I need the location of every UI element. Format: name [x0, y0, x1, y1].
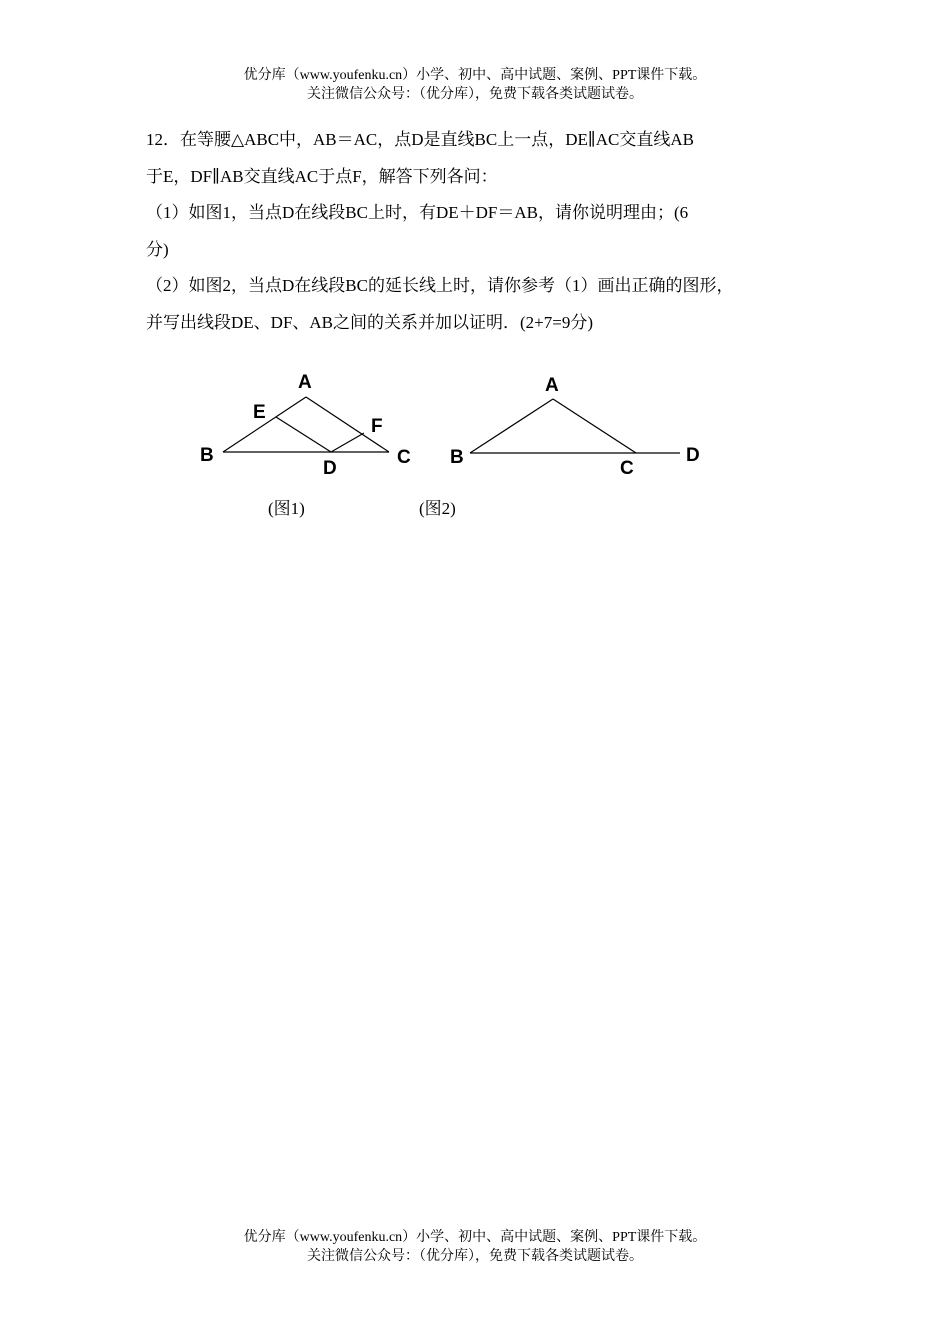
figure-2-caption: (图2): [419, 499, 456, 518]
figure-1-diagram: [0, 0, 950, 540]
fig2-label-a: A: [545, 375, 559, 396]
fig2-segment-ac: [553, 399, 636, 453]
footer-line-1: 优分库（www.youfenku.cn）小学、初中、高中试题、案例、PPT课件下载。: [243, 1230, 707, 1245]
header-line-1: 优分库（www.youfenku.cn）小学、初中、高中试题、案例、PPT课件下载。: [243, 68, 707, 83]
question-line-5: （2）如图2，当点D在线段BC的延长线上时，请你参考（1）画出正确的图形，: [146, 276, 734, 295]
figure-1-caption: (图1): [268, 499, 305, 518]
question-line-1: 12．在等腰△ABC中，AB＝AC，点D是直线BC上一点，DE∥AC交直线AB: [146, 130, 694, 149]
header-line-2: 关注微信公众号：（优分库），免费下载各类试题试卷。: [307, 87, 643, 102]
footer-line-2: 关注微信公众号：（优分库），免费下载各类试题试卷。: [307, 1249, 643, 1264]
question-line-4: 分): [146, 239, 169, 259]
fig1-segment-df: [331, 433, 364, 452]
fig1-label-f: F: [371, 416, 383, 437]
fig2-label-d: D: [686, 445, 700, 466]
fig2-label-c: C: [620, 458, 634, 479]
question-line-3: （1）如图1，当点D在线段BC上时，有DE＋DF＝AB，请你说明理由；(6: [146, 203, 689, 222]
fig2-segment-ab: [470, 399, 553, 453]
question-line-2: 于E，DF∥AB交直线AC于点F，解答下列各问：: [146, 166, 498, 186]
fig2-label-b: B: [450, 447, 464, 468]
fig1-segment-de: [276, 417, 331, 452]
page-footer: [0, 1228, 950, 1266]
fig1-label-a: A: [298, 372, 312, 393]
fig1-label-e: E: [253, 402, 266, 423]
fig1-label-c: C: [397, 447, 411, 468]
fig1-label-b: B: [200, 445, 214, 466]
fig1-label-d: D: [323, 458, 337, 479]
question-line-6: 并写出线段DE、DF、AB之间的关系并加以证明．(2+7=9分): [146, 312, 594, 332]
